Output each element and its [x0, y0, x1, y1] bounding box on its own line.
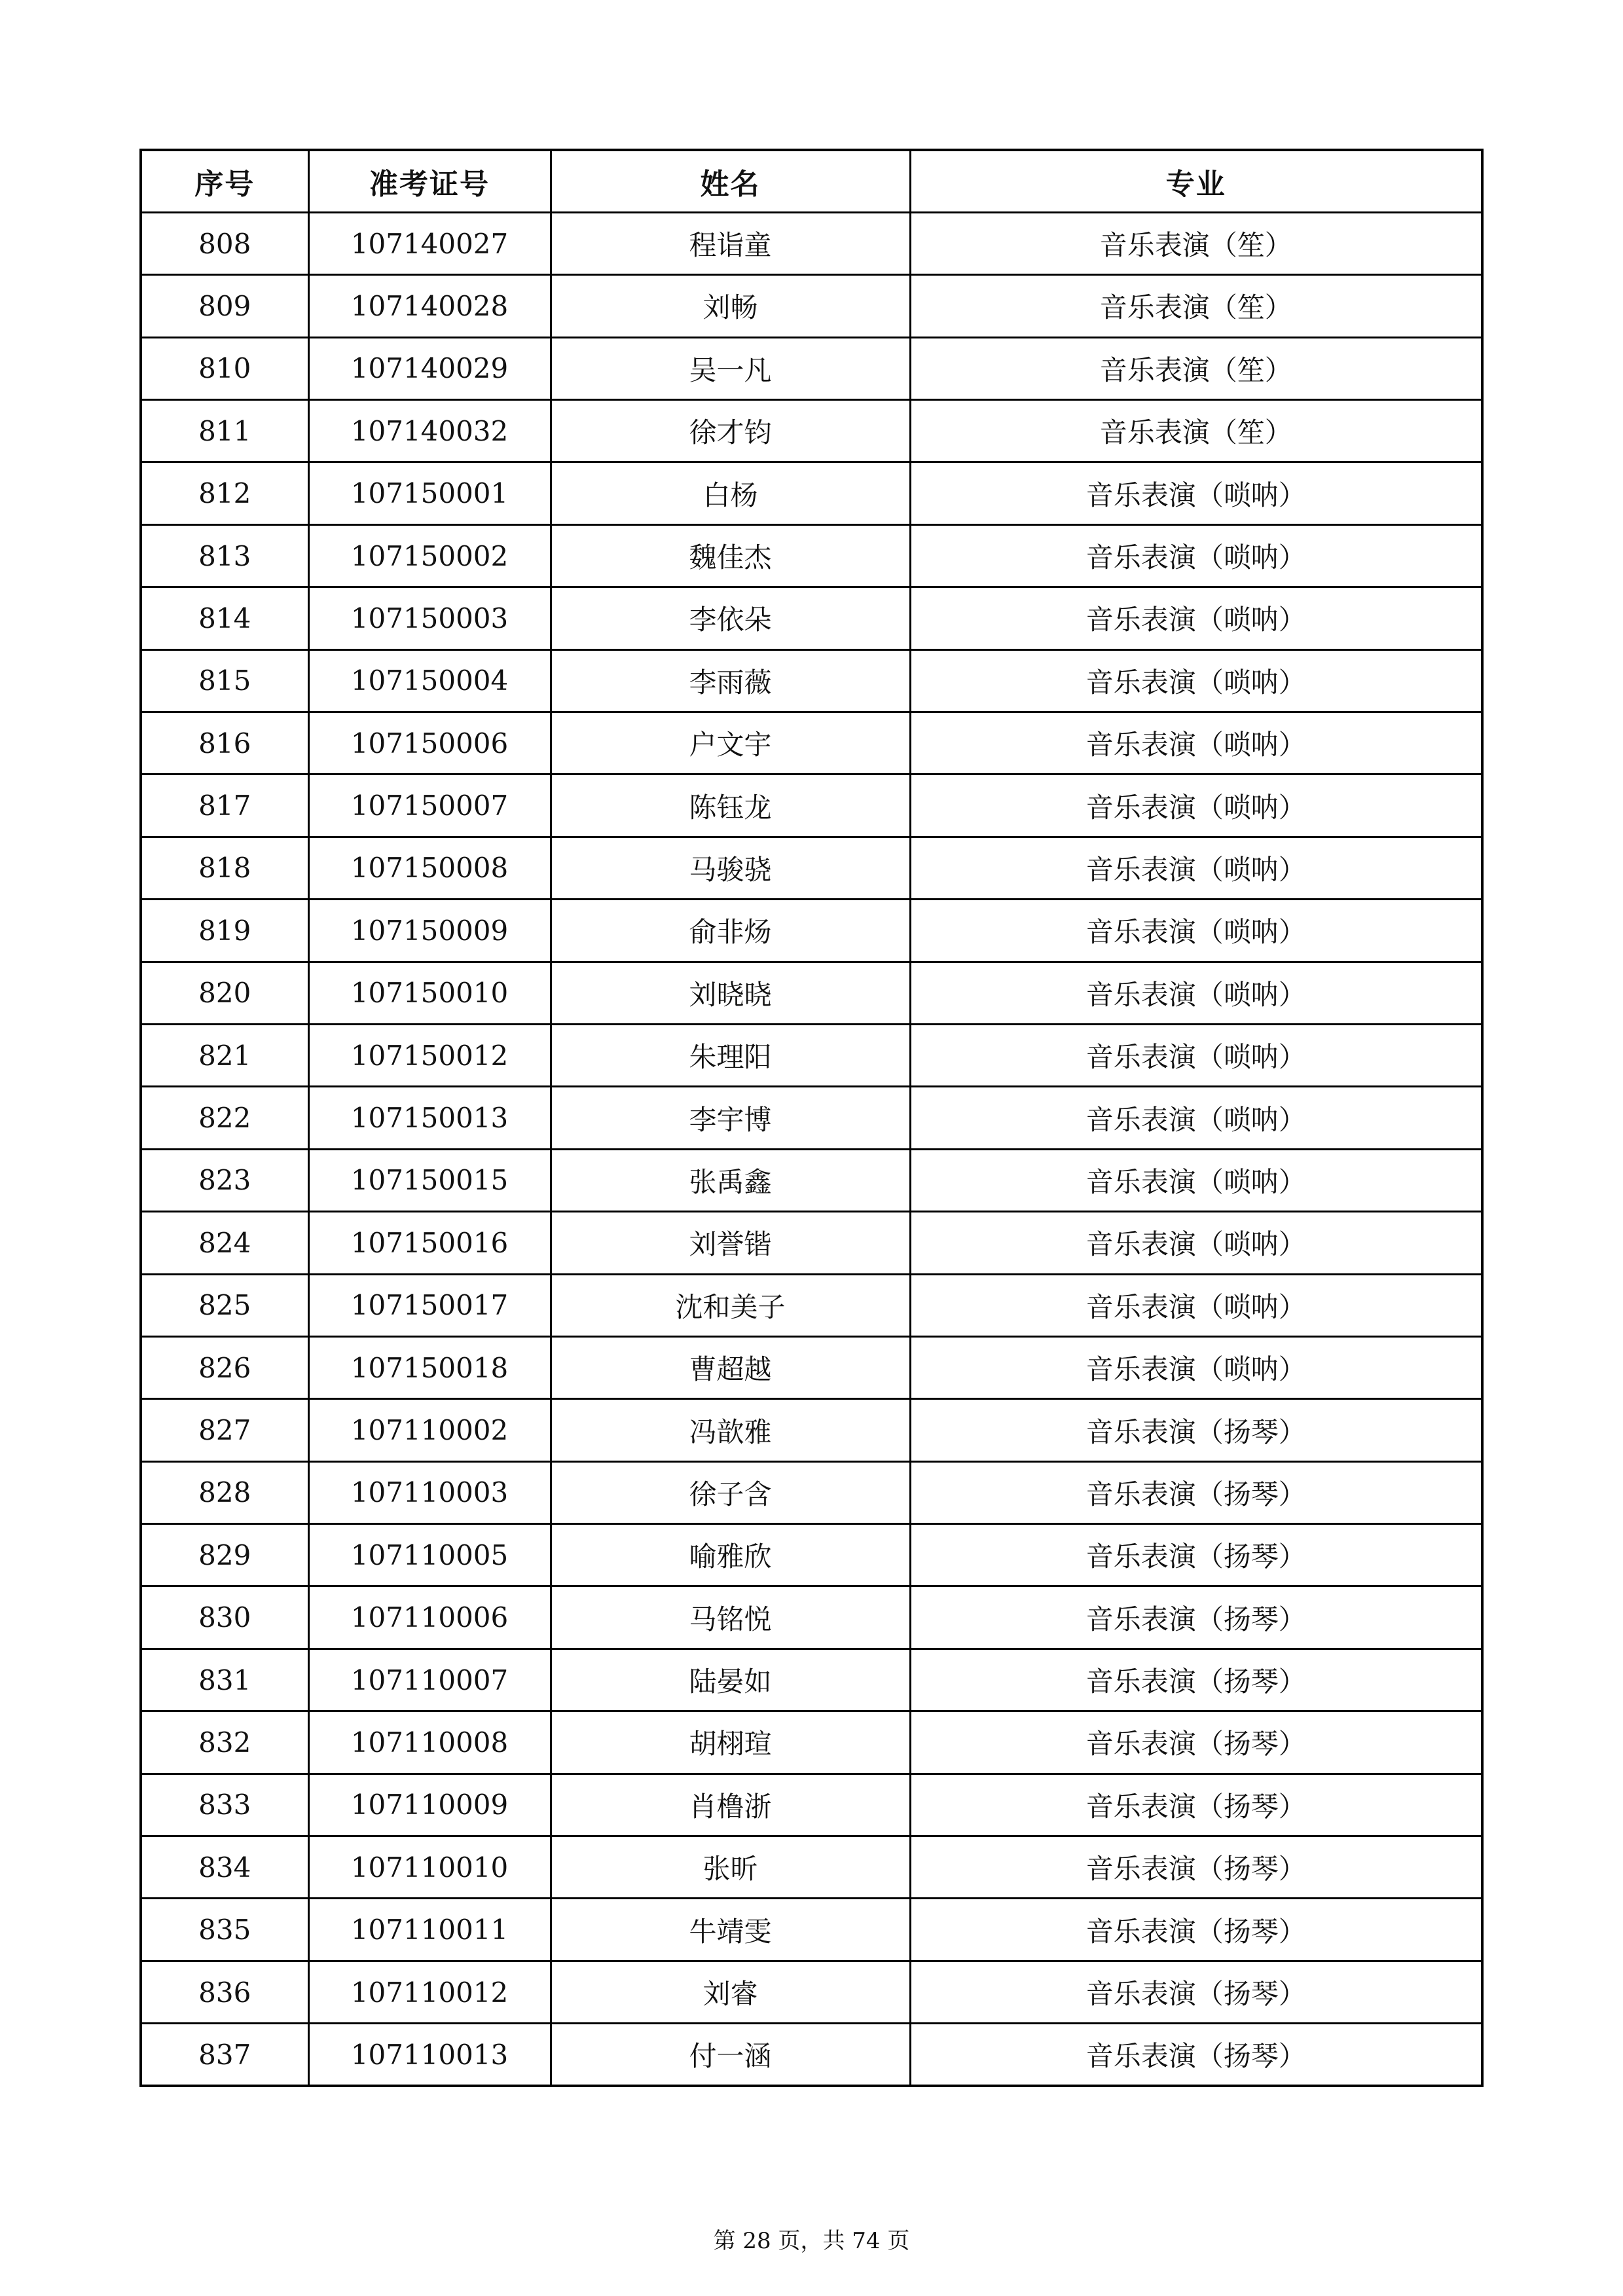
- admission-table: [139, 149, 1484, 2087]
- table-row: [141, 1961, 1482, 2023]
- cell-major: 音乐表演（扬琴）: [910, 1836, 1482, 1899]
- cell-name: 刘晓晓: [551, 962, 910, 1024]
- cell-name: 肖橹浙: [551, 1774, 910, 1836]
- table-row: [141, 275, 1482, 337]
- table-row: [141, 1524, 1482, 1586]
- table-row: [141, 1024, 1482, 1086]
- cell-exam-id: 107110009: [308, 1774, 551, 1836]
- header-major: 专业: [910, 150, 1482, 212]
- table-row: [141, 712, 1482, 774]
- cell-major: 音乐表演（扬琴）: [910, 1649, 1482, 1711]
- cell-serial-number: 827: [141, 1399, 308, 1461]
- cell-name: 陈钰龙: [551, 774, 910, 837]
- cell-major: 音乐表演（扬琴）: [910, 1524, 1482, 1586]
- cell-exam-id: 107150006: [308, 712, 551, 774]
- table-row: [141, 1274, 1482, 1336]
- cell-name: 程诣童: [551, 212, 910, 274]
- cell-name: 张禹鑫: [551, 1149, 910, 1211]
- table-header: [141, 150, 1482, 212]
- cell-exam-id: 107150012: [308, 1024, 551, 1086]
- table-row: [141, 462, 1482, 524]
- cell-serial-number: 821: [141, 1024, 308, 1086]
- cell-name: 李依朵: [551, 587, 910, 649]
- cell-name: 魏佳杰: [551, 524, 910, 587]
- cell-exam-id: 107110011: [308, 1899, 551, 1961]
- table-row: [141, 900, 1482, 962]
- table-row: [141, 587, 1482, 649]
- header-row: [141, 150, 1482, 212]
- header-exam-id: 准考证号: [308, 150, 551, 212]
- cell-name: 刘誉锴: [551, 1212, 910, 1274]
- table-row: [141, 1336, 1482, 1398]
- cell-name: 张昕: [551, 1836, 910, 1899]
- cell-name: 朱理阳: [551, 1024, 910, 1086]
- cell-name: 徐子含: [551, 1461, 910, 1523]
- cell-serial-number: 816: [141, 712, 308, 774]
- cell-major: 音乐表演（唢呐）: [910, 1024, 1482, 1086]
- cell-serial-number: 820: [141, 962, 308, 1024]
- cell-name: 喻雅欣: [551, 1524, 910, 1586]
- cell-major: 音乐表演（扬琴）: [910, 1711, 1482, 1774]
- cell-name: 冯歆雅: [551, 1399, 910, 1461]
- table-row: [141, 1149, 1482, 1211]
- cell-exam-id: 107110012: [308, 1961, 551, 2023]
- cell-name: 马骏骁: [551, 837, 910, 899]
- cell-name: 李宇博: [551, 1087, 910, 1149]
- table-row: [141, 1836, 1482, 1899]
- cell-name: 曹超越: [551, 1336, 910, 1398]
- cell-name: 白杨: [551, 462, 910, 524]
- cell-exam-id: 107150018: [308, 1336, 551, 1398]
- cell-exam-id: 107110008: [308, 1711, 551, 1774]
- cell-major: 音乐表演（唢呐）: [910, 1087, 1482, 1149]
- table-row: [141, 1586, 1482, 1649]
- cell-name: 付一涵: [551, 2024, 910, 2086]
- table-row: [141, 837, 1482, 899]
- table-row: [141, 1087, 1482, 1149]
- cell-major: 音乐表演（笙）: [910, 400, 1482, 462]
- cell-name: 马铭悦: [551, 1586, 910, 1649]
- cell-serial-number: 813: [141, 524, 308, 587]
- cell-serial-number: 812: [141, 462, 308, 524]
- cell-major: 音乐表演（唢呐）: [910, 712, 1482, 774]
- table-row: [141, 962, 1482, 1024]
- cell-name: 陆晏如: [551, 1649, 910, 1711]
- cell-serial-number: 830: [141, 1586, 308, 1649]
- cell-exam-id: 107140032: [308, 400, 551, 462]
- table-row: [141, 337, 1482, 399]
- table-row: [141, 1399, 1482, 1461]
- cell-serial-number: 833: [141, 1774, 308, 1836]
- cell-exam-id: 107150002: [308, 524, 551, 587]
- cell-exam-id: 107150015: [308, 1149, 551, 1211]
- cell-exam-id: 107150010: [308, 962, 551, 1024]
- cell-serial-number: 818: [141, 837, 308, 899]
- table-row: [141, 2024, 1482, 2086]
- cell-serial-number: 825: [141, 1274, 308, 1336]
- cell-exam-id: 107150017: [308, 1274, 551, 1336]
- cell-name: 吴一凡: [551, 337, 910, 399]
- table-row: [141, 212, 1482, 274]
- table-row: [141, 649, 1482, 712]
- cell-name: 户文宇: [551, 712, 910, 774]
- cell-major: 音乐表演（唢呐）: [910, 524, 1482, 587]
- cell-major: 音乐表演（笙）: [910, 337, 1482, 399]
- cell-serial-number: 832: [141, 1711, 308, 1774]
- cell-serial-number: 822: [141, 1087, 308, 1149]
- header-name: 姓名: [551, 150, 910, 212]
- cell-major: 音乐表演（扬琴）: [910, 1774, 1482, 1836]
- cell-major: 音乐表演（扬琴）: [910, 1961, 1482, 2023]
- cell-name: 刘睿: [551, 1961, 910, 2023]
- cell-exam-id: 107150001: [308, 462, 551, 524]
- cell-exam-id: 107110007: [308, 1649, 551, 1711]
- cell-exam-id: 107110005: [308, 1524, 551, 1586]
- cell-serial-number: 829: [141, 1524, 308, 1586]
- table-row: [141, 774, 1482, 837]
- cell-name: 徐才钧: [551, 400, 910, 462]
- cell-major: 音乐表演（唢呐）: [910, 1149, 1482, 1211]
- cell-serial-number: 837: [141, 2024, 308, 2086]
- cell-exam-id: 107150009: [308, 900, 551, 962]
- cell-name: 李雨薇: [551, 649, 910, 712]
- cell-major: 音乐表演（唢呐）: [910, 1336, 1482, 1398]
- cell-serial-number: 831: [141, 1649, 308, 1711]
- cell-major: 音乐表演（扬琴）: [910, 2024, 1482, 2086]
- page-footer: 第 28 页，共 74 页: [713, 2228, 910, 2254]
- cell-major: 音乐表演（唢呐）: [910, 649, 1482, 712]
- cell-name: 沈和美子: [551, 1274, 910, 1336]
- cell-name: 胡栩瑄: [551, 1711, 910, 1774]
- cell-serial-number: 836: [141, 1961, 308, 2023]
- cell-major: 音乐表演（笙）: [910, 212, 1482, 274]
- cell-serial-number: 823: [141, 1149, 308, 1211]
- cell-major: 音乐表演（扬琴）: [910, 1899, 1482, 1961]
- cell-serial-number: 824: [141, 1212, 308, 1274]
- cell-serial-number: 817: [141, 774, 308, 837]
- cell-major: 音乐表演（唢呐）: [910, 774, 1482, 837]
- cell-serial-number: 815: [141, 649, 308, 712]
- cell-serial-number: 835: [141, 1899, 308, 1961]
- table-row: [141, 400, 1482, 462]
- table-row: [141, 1212, 1482, 1274]
- cell-major: 音乐表演（扬琴）: [910, 1399, 1482, 1461]
- cell-exam-id: 107140027: [308, 212, 551, 274]
- cell-major: 音乐表演（唢呐）: [910, 1274, 1482, 1336]
- table-body: [141, 212, 1482, 2086]
- cell-major: 音乐表演（唢呐）: [910, 1212, 1482, 1274]
- cell-serial-number: 811: [141, 400, 308, 462]
- cell-exam-id: 107150016: [308, 1212, 551, 1274]
- table-row: [141, 1774, 1482, 1836]
- cell-name: 牛靖雯: [551, 1899, 910, 1961]
- cell-exam-id: 107110013: [308, 2024, 551, 2086]
- table-row: [141, 524, 1482, 587]
- cell-serial-number: 834: [141, 1836, 308, 1899]
- cell-serial-number: 828: [141, 1461, 308, 1523]
- cell-exam-id: 107110003: [308, 1461, 551, 1523]
- cell-exam-id: 107110006: [308, 1586, 551, 1649]
- cell-exam-id: 107150007: [308, 774, 551, 837]
- cell-exam-id: 107150004: [308, 649, 551, 712]
- cell-exam-id: 107110002: [308, 1399, 551, 1461]
- cell-major: 音乐表演（唢呐）: [910, 587, 1482, 649]
- cell-major: 音乐表演（唢呐）: [910, 962, 1482, 1024]
- cell-name: 俞非炀: [551, 900, 910, 962]
- table-row: [141, 1711, 1482, 1774]
- cell-major: 音乐表演（笙）: [910, 275, 1482, 337]
- cell-serial-number: 809: [141, 275, 308, 337]
- header-serial-number: 序号: [141, 150, 308, 212]
- cell-exam-id: 107150013: [308, 1087, 551, 1149]
- table-row: [141, 1461, 1482, 1523]
- cell-exam-id: 107140028: [308, 275, 551, 337]
- cell-serial-number: 814: [141, 587, 308, 649]
- cell-major: 音乐表演（扬琴）: [910, 1586, 1482, 1649]
- cell-major: 音乐表演（唢呐）: [910, 462, 1482, 524]
- cell-serial-number: 826: [141, 1336, 308, 1398]
- table-row: [141, 1899, 1482, 1961]
- cell-exam-id: 107150008: [308, 837, 551, 899]
- cell-exam-id: 107140029: [308, 337, 551, 399]
- cell-serial-number: 819: [141, 900, 308, 962]
- cell-major: 音乐表演（唢呐）: [910, 837, 1482, 899]
- cell-major: 音乐表演（唢呐）: [910, 900, 1482, 962]
- cell-exam-id: 107150003: [308, 587, 551, 649]
- cell-major: 音乐表演（扬琴）: [910, 1461, 1482, 1523]
- cell-serial-number: 810: [141, 337, 308, 399]
- cell-name: 刘畅: [551, 275, 910, 337]
- cell-exam-id: 107110010: [308, 1836, 551, 1899]
- table-row: [141, 1649, 1482, 1711]
- cell-serial-number: 808: [141, 212, 308, 274]
